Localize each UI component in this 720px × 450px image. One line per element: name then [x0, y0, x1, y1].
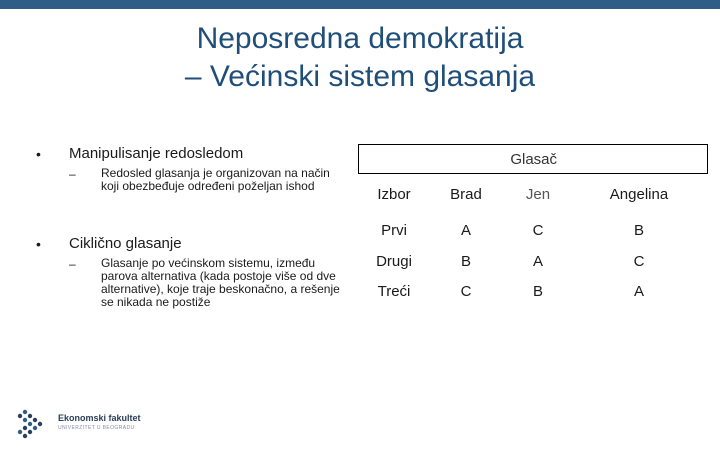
- table-cell: B: [532, 283, 543, 300]
- voter-header-box: [358, 144, 708, 174]
- sub-bullet-mark: –: [69, 257, 76, 271]
- dots-logo-icon: [14, 406, 50, 442]
- bullet-text: Ciklično glasanje: [69, 235, 182, 252]
- bullet-mark: •: [36, 146, 41, 162]
- column-header: Jen: [525, 186, 551, 203]
- column-header: Angelina: [609, 186, 669, 203]
- table-cell: C: [532, 222, 544, 239]
- bullet-mark: •: [36, 236, 41, 252]
- voter-header: Glasač: [510, 151, 557, 168]
- sub-bullet-text: Redosled glasanja je organizovan na način koji obezbeđuje određeni poželjan ishod: [101, 166, 330, 193]
- logo-name: Ekonomski fakultet: [58, 413, 141, 423]
- sub-bullet-text: Glasanje po većinskom sistemu, između parova alternativa (kada postoje više od dve alternative), koje traje beskonačno, a rešenje se nikada ne postiže: [101, 256, 340, 309]
- table-header-row: [358, 180, 708, 210]
- column-header: Izbor: [377, 186, 411, 203]
- faculty-logo: [14, 404, 184, 444]
- title-line-1: Neposredna demokratija: [196, 22, 524, 55]
- table-cell: Treći: [377, 283, 411, 300]
- table-cell: B: [633, 222, 644, 239]
- bullet-text: Manipulisanje redosledom: [69, 145, 244, 162]
- table-cell: A: [460, 222, 471, 239]
- table-cell: A: [532, 253, 543, 270]
- table-row: [358, 277, 708, 307]
- table-cell: C: [633, 253, 645, 270]
- logo-subtitle: UNIVERZITET U BEOGRADU: [58, 425, 135, 431]
- top-accent-bar: [0, 0, 720, 9]
- table-row: [358, 247, 708, 277]
- table-cell: B: [460, 253, 471, 270]
- title-line-2: – Većinski sistem glasanja: [184, 60, 536, 93]
- table-cell: Drugi: [376, 253, 412, 270]
- sub-bullet-mark: –: [69, 167, 76, 181]
- table-cell: A: [633, 283, 644, 300]
- table-row: [358, 216, 708, 246]
- table-cell: Prvi: [381, 222, 407, 239]
- slide-title: [0, 20, 720, 96]
- table-cell: C: [460, 283, 472, 300]
- column-header: Brad: [450, 186, 482, 203]
